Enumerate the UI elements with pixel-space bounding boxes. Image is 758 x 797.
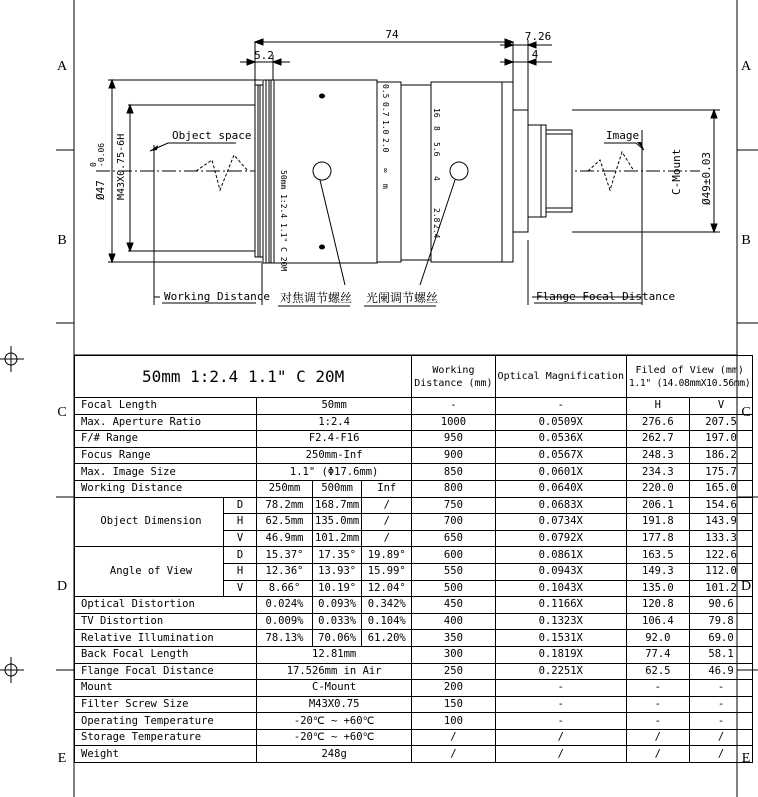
wd-cell: 650 bbox=[412, 530, 495, 547]
dim-front-diameter-label: Ø47 bbox=[94, 180, 107, 200]
wd-cell: 750 bbox=[412, 497, 495, 514]
spec-value: 17.35° bbox=[313, 547, 362, 564]
fov-h-cell: 149.3 bbox=[626, 563, 689, 580]
zone-label-e-right: E bbox=[741, 751, 751, 766]
fov-h-cell: 62.5 bbox=[626, 663, 689, 680]
iris-screw-label: 光阑调节螺丝 bbox=[366, 291, 439, 305]
fov-header-line2: 1.1" (14.08mmX10.56mm) bbox=[628, 377, 751, 389]
wd-col-header: 500mm bbox=[313, 480, 362, 497]
wd-cell: 200 bbox=[412, 680, 495, 697]
spec-value: 19.89° bbox=[362, 547, 412, 564]
mag-cell: 0.0683X bbox=[495, 497, 626, 514]
focus-scale-2-0: 2.0 bbox=[381, 138, 390, 153]
fov-h-cell: 234.3 bbox=[626, 464, 689, 481]
spec-label: Focal Length bbox=[75, 398, 257, 415]
spec-label: Weight bbox=[75, 746, 257, 763]
focus-scale-m: m bbox=[381, 184, 390, 189]
dim-rear-offset bbox=[500, 59, 552, 65]
dim-thread-label: M43X0.75-6H bbox=[116, 133, 127, 200]
fov-header-line1: Filed of View (mm) bbox=[635, 364, 744, 376]
axis-label: D bbox=[224, 547, 257, 564]
axis-label: V bbox=[224, 530, 257, 547]
fov-h-cell: 120.8 bbox=[626, 597, 689, 614]
mag-cell: 0.0943X bbox=[495, 563, 626, 580]
fov-h-cell: 262.7 bbox=[626, 431, 689, 448]
table-row bbox=[75, 646, 753, 663]
wd-cell: 100 bbox=[412, 713, 495, 730]
dim-front-diameter-tol-lower: -0.06 bbox=[97, 142, 106, 167]
fov-v-cell: 175.7 bbox=[689, 464, 753, 481]
table-row bbox=[75, 447, 753, 464]
fov-h-cell: 220.0 bbox=[626, 480, 689, 497]
fov-v-cell: 165.0 bbox=[689, 480, 753, 497]
table-row bbox=[75, 680, 753, 697]
table-row bbox=[75, 547, 753, 564]
object-space-break-line bbox=[196, 155, 248, 190]
fov-h-cell: 106.4 bbox=[626, 613, 689, 630]
table-row bbox=[75, 414, 753, 431]
fov-v-cell: 143.9 bbox=[689, 514, 753, 531]
dim-rear-offset-total-label: 7.26 bbox=[524, 30, 552, 43]
mag-cell: - bbox=[495, 398, 626, 415]
fov-v-cell: 79.8 bbox=[689, 613, 753, 630]
iris-scale-4: 4 bbox=[432, 176, 441, 181]
spec-label: Max. Image Size bbox=[75, 464, 257, 481]
wd-cell: 400 bbox=[412, 613, 495, 630]
spec-value: 250mm-Inf bbox=[257, 447, 412, 464]
table-row bbox=[75, 663, 753, 680]
fov-v-cell: 112.0 bbox=[689, 563, 753, 580]
focus-scale-1-0: 1.0 bbox=[381, 120, 390, 135]
spec-value: 8.66° bbox=[257, 580, 313, 597]
focus-scale-0-7: 0.7 bbox=[381, 102, 390, 117]
spec-value: 13.93° bbox=[313, 563, 362, 580]
wd-header-line1: Working bbox=[432, 364, 475, 376]
focus-scale-infinity: ∞ bbox=[381, 168, 390, 173]
spec-value: 101.2mm bbox=[313, 530, 362, 547]
spec-value: 135.0mm bbox=[313, 514, 362, 531]
spec-label: Max. Aperture Ratio bbox=[75, 414, 257, 431]
fov-h-cell: 77.4 bbox=[626, 646, 689, 663]
spec-value: 15.37° bbox=[257, 547, 313, 564]
focus-adjust-screw bbox=[313, 162, 331, 180]
spec-value: 50mm bbox=[257, 398, 412, 415]
dim-front-diameter-tol-upper: 0 bbox=[89, 162, 98, 167]
spec-value: 78.2mm bbox=[257, 497, 313, 514]
spec-table bbox=[74, 355, 753, 763]
focus-ring-bottom-dot bbox=[319, 245, 325, 250]
fov-v-cell: 101.2 bbox=[689, 580, 753, 597]
wd-col-header: Inf bbox=[362, 480, 412, 497]
spec-value: 15.99° bbox=[362, 563, 412, 580]
fov-v-cell: 197.0 bbox=[689, 431, 753, 448]
spec-label: Back Focal Length bbox=[75, 646, 257, 663]
spec-value: 12.04° bbox=[362, 580, 412, 597]
fov-v-cell: 46.9 bbox=[689, 663, 753, 680]
zone-label-e-left: E bbox=[57, 751, 67, 766]
mag-cell: 0.1819X bbox=[495, 646, 626, 663]
fov-h-cell: / bbox=[626, 729, 689, 746]
table-row bbox=[75, 613, 753, 630]
spec-value: / bbox=[362, 497, 412, 514]
table-row bbox=[75, 597, 753, 614]
table-row bbox=[75, 431, 753, 448]
fov-v-cell: 133.3 bbox=[689, 530, 753, 547]
iris-scale-16: 16 bbox=[432, 108, 441, 118]
object-space-label: Object space bbox=[172, 129, 252, 142]
dim-overall-length-label: 74 bbox=[385, 28, 399, 41]
mag-cell: 0.0567X bbox=[495, 447, 626, 464]
wd-cell: 450 bbox=[412, 597, 495, 614]
mag-cell: 0.0861X bbox=[495, 547, 626, 564]
spec-label: Filter Screw Size bbox=[75, 696, 257, 713]
spec-label: Angle of View bbox=[75, 547, 224, 597]
spec-value: 78.13% bbox=[257, 630, 313, 647]
mag-cell: 0.0640X bbox=[495, 480, 626, 497]
spec-label: Focus Range bbox=[75, 447, 257, 464]
spec-value: / bbox=[362, 514, 412, 531]
fov-v-cell: / bbox=[689, 746, 753, 763]
wd-cell: 550 bbox=[412, 563, 495, 580]
spec-value: 10.19° bbox=[313, 580, 362, 597]
wd-cell: - bbox=[412, 398, 495, 415]
spec-value: C-Mount bbox=[257, 680, 412, 697]
spec-label: TV Distortion bbox=[75, 613, 257, 630]
spec-value: -20℃ ~ +60℃ bbox=[257, 713, 412, 730]
table-title: 50mm 1:2.4 1.1" C 20M bbox=[75, 356, 412, 398]
spec-label: Flange Focal Distance bbox=[75, 663, 257, 680]
mag-cell: - bbox=[495, 696, 626, 713]
mag-cell: 0.0734X bbox=[495, 514, 626, 531]
spec-value: 0.024% bbox=[257, 597, 313, 614]
table-row bbox=[75, 398, 753, 415]
spec-value: F2.4-F16 bbox=[257, 431, 412, 448]
spec-value: 0.342% bbox=[362, 597, 412, 614]
wd-cell: 300 bbox=[412, 646, 495, 663]
table-row bbox=[75, 464, 753, 481]
fov-v-cell: / bbox=[689, 729, 753, 746]
mount-label-drawing: C-Mount bbox=[670, 148, 683, 195]
fov-h-cell: 177.8 bbox=[626, 530, 689, 547]
axis-label: H bbox=[224, 514, 257, 531]
spec-value: 62.5mm bbox=[257, 514, 313, 531]
spec-value: M43X0.75 bbox=[257, 696, 412, 713]
iris-scale-5-6: 5.6 bbox=[432, 142, 441, 157]
fov-v-cell: - bbox=[689, 713, 753, 730]
spec-value: 46.9mm bbox=[257, 530, 313, 547]
spec-label: Relative Illumination bbox=[75, 630, 257, 647]
table-row bbox=[75, 713, 753, 730]
fov-h-cell: 163.5 bbox=[626, 547, 689, 564]
mag-cell: 0.1531X bbox=[495, 630, 626, 647]
fov-v-cell: 207.5 bbox=[689, 414, 753, 431]
zone-label-b-left: B bbox=[57, 233, 67, 248]
mag-cell: 0.0601X bbox=[495, 464, 626, 481]
spec-label: Operating Temperature bbox=[75, 713, 257, 730]
lens-barrel bbox=[255, 80, 572, 263]
fov-header bbox=[626, 356, 752, 398]
spec-value: 1.1" (Φ17.6mm) bbox=[257, 464, 412, 481]
spec-value: 248g bbox=[257, 746, 412, 763]
spec-value: 12.81mm bbox=[257, 646, 412, 663]
wd-col-header: 250mm bbox=[257, 480, 313, 497]
mag-cell: - bbox=[495, 713, 626, 730]
fov-v-cell: - bbox=[689, 696, 753, 713]
fov-h-cell: 206.1 bbox=[626, 497, 689, 514]
spec-label: Object Dimension bbox=[75, 497, 224, 547]
mag-cell: 0.1166X bbox=[495, 597, 626, 614]
axis-label: D bbox=[224, 497, 257, 514]
fov-v-cell: 58.1 bbox=[689, 646, 753, 663]
focus-screw-label: 对焦调节螺丝 bbox=[280, 291, 353, 305]
om-header: Optical Magnification bbox=[495, 356, 626, 398]
wd-cell: 150 bbox=[412, 696, 495, 713]
spec-value: -20℃ ~ +60℃ bbox=[257, 729, 412, 746]
spec-value: 0.009% bbox=[257, 613, 313, 630]
mag-cell: 0.2251X bbox=[495, 663, 626, 680]
mag-cell: - bbox=[495, 680, 626, 697]
wd-cell: 600 bbox=[412, 547, 495, 564]
wd-header-line2: Distance (mm) bbox=[414, 377, 493, 389]
wd-cell: 700 bbox=[412, 514, 495, 531]
fov-h-cell: / bbox=[626, 746, 689, 763]
focus-scale-0-5: 0.5 bbox=[381, 84, 390, 99]
axis-label: V bbox=[224, 580, 257, 597]
zone-label-d-left: D bbox=[56, 579, 68, 594]
spec-value: 17.526mm in Air bbox=[257, 663, 412, 680]
spec-value: 0.104% bbox=[362, 613, 412, 630]
fov-h-cell: - bbox=[626, 713, 689, 730]
working-distance-label: Working Distance bbox=[164, 290, 270, 303]
zone-label-a-right: A bbox=[740, 59, 752, 74]
table-row bbox=[75, 480, 753, 497]
fov-v-cell: 154.6 bbox=[689, 497, 753, 514]
wd-cell: / bbox=[412, 729, 495, 746]
image-label: Image bbox=[606, 129, 640, 142]
spec-value: 0.033% bbox=[313, 613, 362, 630]
wd-cell: 500 bbox=[412, 580, 495, 597]
mag-cell: / bbox=[495, 729, 626, 746]
zone-label-d-right: D bbox=[740, 579, 752, 594]
fov-h-cell: 135.0 bbox=[626, 580, 689, 597]
zone-label-c-left: C bbox=[57, 405, 67, 420]
spec-label: Working Distance bbox=[75, 480, 257, 497]
table-row bbox=[75, 696, 753, 713]
table-row bbox=[75, 630, 753, 647]
table-row bbox=[75, 746, 753, 763]
dim-rear-offset-label: 4 bbox=[531, 48, 539, 61]
fov-h-cell: 276.6 bbox=[626, 414, 689, 431]
mag-cell: 0.1043X bbox=[495, 580, 626, 597]
mag-cell: 0.1323X bbox=[495, 613, 626, 630]
mag-cell: / bbox=[495, 746, 626, 763]
fov-h-cell: 92.0 bbox=[626, 630, 689, 647]
flange-focal-distance-label: Flange Focal Distance bbox=[536, 290, 676, 303]
zone-label-b-right: B bbox=[741, 233, 751, 248]
spec-value: 61.20% bbox=[362, 630, 412, 647]
wd-cell: 1000 bbox=[412, 414, 495, 431]
iris-adjust-screw bbox=[450, 162, 468, 180]
iris-scale-2-8: 2.8 bbox=[432, 208, 441, 223]
mag-cell: 0.0792X bbox=[495, 530, 626, 547]
table-row bbox=[75, 497, 753, 514]
crosshair-mark-bottom bbox=[0, 657, 24, 683]
spec-label: Optical Distortion bbox=[75, 597, 257, 614]
wd-cell: 350 bbox=[412, 630, 495, 647]
fov-h-cell: 248.3 bbox=[626, 447, 689, 464]
focus-ring-top-dot bbox=[319, 94, 325, 99]
fov-h-cell: H bbox=[626, 398, 689, 415]
axis-label: H bbox=[224, 563, 257, 580]
spec-label: Mount bbox=[75, 680, 257, 697]
fov-v-cell: V bbox=[689, 398, 753, 415]
spec-value: 168.7mm bbox=[313, 497, 362, 514]
fov-v-cell: 90.6 bbox=[689, 597, 753, 614]
wd-cell: 850 bbox=[412, 464, 495, 481]
fov-h-cell: - bbox=[626, 696, 689, 713]
wd-cell: 250 bbox=[412, 663, 495, 680]
wd-cell: / bbox=[412, 746, 495, 763]
fov-v-cell: 186.2 bbox=[689, 447, 753, 464]
mag-cell: 0.0536X bbox=[495, 431, 626, 448]
lens-drawing bbox=[0, 0, 758, 355]
iris-scale-2-4: 2.4 bbox=[432, 224, 441, 239]
spec-label: Storage Temperature bbox=[75, 729, 257, 746]
spec-value: / bbox=[362, 530, 412, 547]
fov-h-cell: - bbox=[626, 680, 689, 697]
zone-label-c-right: C bbox=[741, 405, 751, 420]
spec-value: 0.093% bbox=[313, 597, 362, 614]
spec-label: F/# Range bbox=[75, 431, 257, 448]
fov-v-cell: 122.6 bbox=[689, 547, 753, 564]
mag-cell: 0.0509X bbox=[495, 414, 626, 431]
dim-front-offset-label: 5.2 bbox=[254, 49, 274, 62]
dim-rear-diameter-label: Ø49±0.03 bbox=[700, 152, 713, 205]
barrel-engraving: 50mm 1:2.4 1.1" C 20M bbox=[279, 170, 288, 272]
spec-value: 70.06% bbox=[313, 630, 362, 647]
wd-cell: 900 bbox=[412, 447, 495, 464]
spec-value: 1:2.4 bbox=[257, 414, 412, 431]
iris-scale-8: 8 bbox=[432, 126, 441, 131]
wd-header bbox=[412, 356, 495, 398]
fov-v-cell: 69.0 bbox=[689, 630, 753, 647]
table-row bbox=[75, 729, 753, 746]
spec-value: 12.36° bbox=[257, 563, 313, 580]
wd-cell: 800 bbox=[412, 480, 495, 497]
fov-v-cell: - bbox=[689, 680, 753, 697]
zone-label-a-left: A bbox=[56, 59, 68, 74]
fov-h-cell: 191.8 bbox=[626, 514, 689, 531]
wd-cell: 950 bbox=[412, 431, 495, 448]
